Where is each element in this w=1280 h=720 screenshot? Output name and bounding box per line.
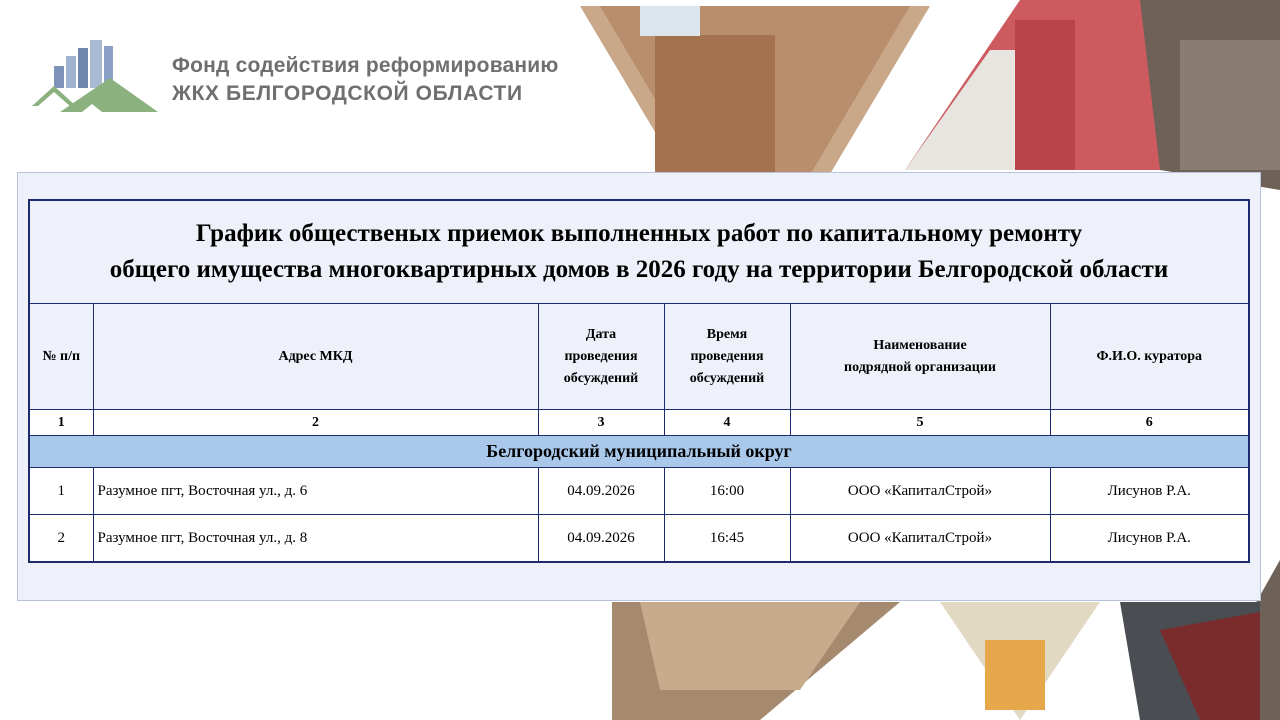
column-number: 1 bbox=[29, 410, 93, 436]
column-header-label: Ф.И.О. куратора bbox=[1096, 348, 1203, 364]
column-header-label: Адрес МКД bbox=[278, 348, 353, 364]
column-number: 6 bbox=[1050, 410, 1249, 436]
table-title-row bbox=[29, 200, 1249, 304]
column-header-label: проведения bbox=[564, 348, 638, 364]
brand-name bbox=[172, 52, 559, 108]
column-number: 5 bbox=[790, 410, 1050, 436]
column-header-label: Наименование bbox=[873, 337, 967, 353]
column-header-address bbox=[93, 304, 538, 410]
row-contractor: ООО «КапиталСтрой» bbox=[790, 515, 1050, 563]
column-header-label: № п/п bbox=[42, 348, 81, 364]
column-header-contractor bbox=[790, 304, 1050, 410]
column-header-label: проведения bbox=[690, 348, 764, 364]
column-header-number bbox=[29, 304, 93, 410]
row-number: 2 bbox=[29, 515, 93, 563]
column-header-label: Время bbox=[706, 326, 748, 342]
region-name: Белгородский муниципальный округ bbox=[29, 436, 1249, 468]
column-header-label: обсуждений bbox=[689, 370, 765, 386]
table-title-line-2: общего имущества многоквартирных домов в 2026 году на территории Белгородской области bbox=[109, 256, 1169, 283]
column-number: 2 bbox=[93, 410, 538, 436]
row-time: 16:45 bbox=[664, 515, 790, 563]
row-curator: Лисунов Р.А. bbox=[1050, 468, 1249, 515]
table-row bbox=[29, 468, 1249, 515]
table-title bbox=[29, 200, 1249, 304]
column-header-time bbox=[664, 304, 790, 410]
row-contractor: ООО «КапиталСтрой» bbox=[790, 468, 1050, 515]
column-header-label: подрядной организации bbox=[844, 359, 996, 375]
row-time: 16:00 bbox=[664, 468, 790, 515]
brand-line-2: ЖКХ БЕЛГОРОДСКОЙ ОБЛАСТИ bbox=[172, 82, 523, 105]
schedule-table bbox=[28, 199, 1250, 563]
row-date: 04.09.2026 bbox=[538, 515, 664, 563]
table-title-line-1: График общественых приемок выполненных работ по капитальному ремонту bbox=[195, 220, 1083, 247]
table-header-row bbox=[29, 304, 1249, 410]
brand-line-1: Фонд содействия реформированию bbox=[172, 54, 559, 77]
column-number: 4 bbox=[664, 410, 790, 436]
row-date: 04.09.2026 bbox=[538, 468, 664, 515]
column-number: 3 bbox=[538, 410, 664, 436]
row-address: Разумное пгт, Восточная ул., д. 6 bbox=[93, 468, 538, 515]
column-header-curator bbox=[1050, 304, 1249, 410]
row-number: 1 bbox=[29, 468, 93, 515]
row-address: Разумное пгт, Восточная ул., д. 8 bbox=[93, 515, 538, 563]
column-header-date bbox=[538, 304, 664, 410]
column-header-label: Дата bbox=[585, 326, 617, 342]
table-row bbox=[29, 515, 1249, 563]
region-row bbox=[29, 436, 1249, 468]
column-number-row bbox=[29, 410, 1249, 436]
row-curator: Лисунов Р.А. bbox=[1050, 515, 1249, 563]
column-header-label: обсуждений bbox=[563, 370, 639, 386]
fund-logo bbox=[30, 38, 160, 116]
